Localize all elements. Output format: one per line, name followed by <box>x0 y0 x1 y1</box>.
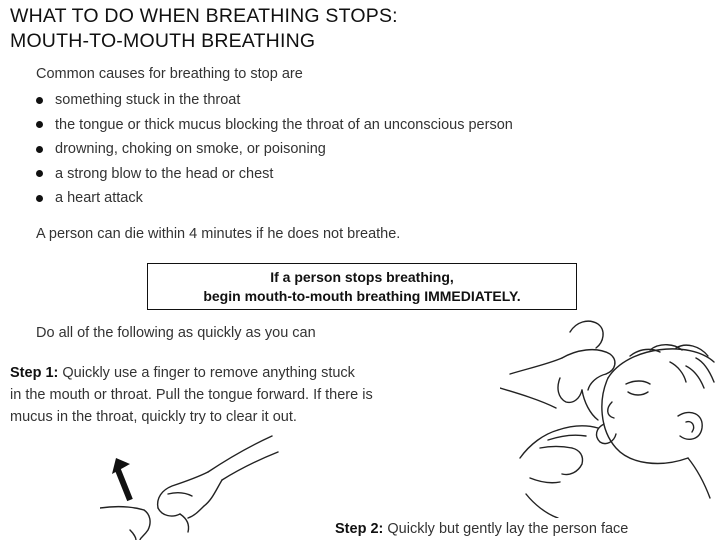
step-1-line-1: Quickly use a finger to remove anything stuck <box>62 365 355 381</box>
step-2-instructions <box>335 519 628 539</box>
page-title <box>10 4 398 54</box>
bullet-icon <box>36 170 43 177</box>
hand-arrow-illustration <box>100 434 300 540</box>
list-item <box>36 186 513 211</box>
list-item-text: drowning, choking on smoke, or poisoning <box>55 141 326 158</box>
callout-box <box>147 263 577 310</box>
step-2-text: Quickly but gently lay the person face <box>387 521 629 537</box>
callout-line-2: begin mouth-to-mouth breathing IMMEDIATELY. <box>203 288 521 304</box>
title-line-2: MOUTH-TO-MOUTH BREATHING <box>10 30 316 52</box>
callout-line-1: If a person stops breathing, <box>270 269 454 285</box>
step-1-line-2: in the mouth or throat. Pull the tongue forward. If there is <box>10 387 373 403</box>
list-item-text: the tongue or thick mucus blocking the throat of an unconscious person <box>55 116 513 133</box>
list-item-text: a strong blow to the head or chest <box>55 165 274 182</box>
step-1-instructions <box>10 362 373 428</box>
list-item <box>36 137 513 162</box>
warning-text: A person can die within 4 minutes if he does not breathe. <box>36 226 401 242</box>
bullet-icon <box>36 195 43 202</box>
step-2-label: Step 2: <box>335 521 384 537</box>
up-arrow-icon <box>112 458 130 500</box>
list-item <box>36 162 513 187</box>
title-line-1: WHAT TO DO WHEN BREATHING STOPS: <box>10 5 398 27</box>
list-item <box>36 88 513 113</box>
causes-list <box>36 88 513 211</box>
bullet-icon <box>36 121 43 128</box>
list-item <box>36 113 513 138</box>
bullet-icon <box>36 97 43 104</box>
do-all-text: Do all of the following as quickly as you can <box>36 325 316 341</box>
intro-text: Common causes for breathing to stop are <box>36 66 303 82</box>
step-1-line-3: mucus in the throat, quickly try to clear it out. <box>10 409 297 425</box>
list-item-text: a heart attack <box>55 190 143 207</box>
bullet-icon <box>36 146 43 153</box>
child-face-illustration <box>500 318 720 518</box>
step-1-label: Step 1: <box>10 365 59 381</box>
list-item-text: something stuck in the throat <box>55 92 241 109</box>
